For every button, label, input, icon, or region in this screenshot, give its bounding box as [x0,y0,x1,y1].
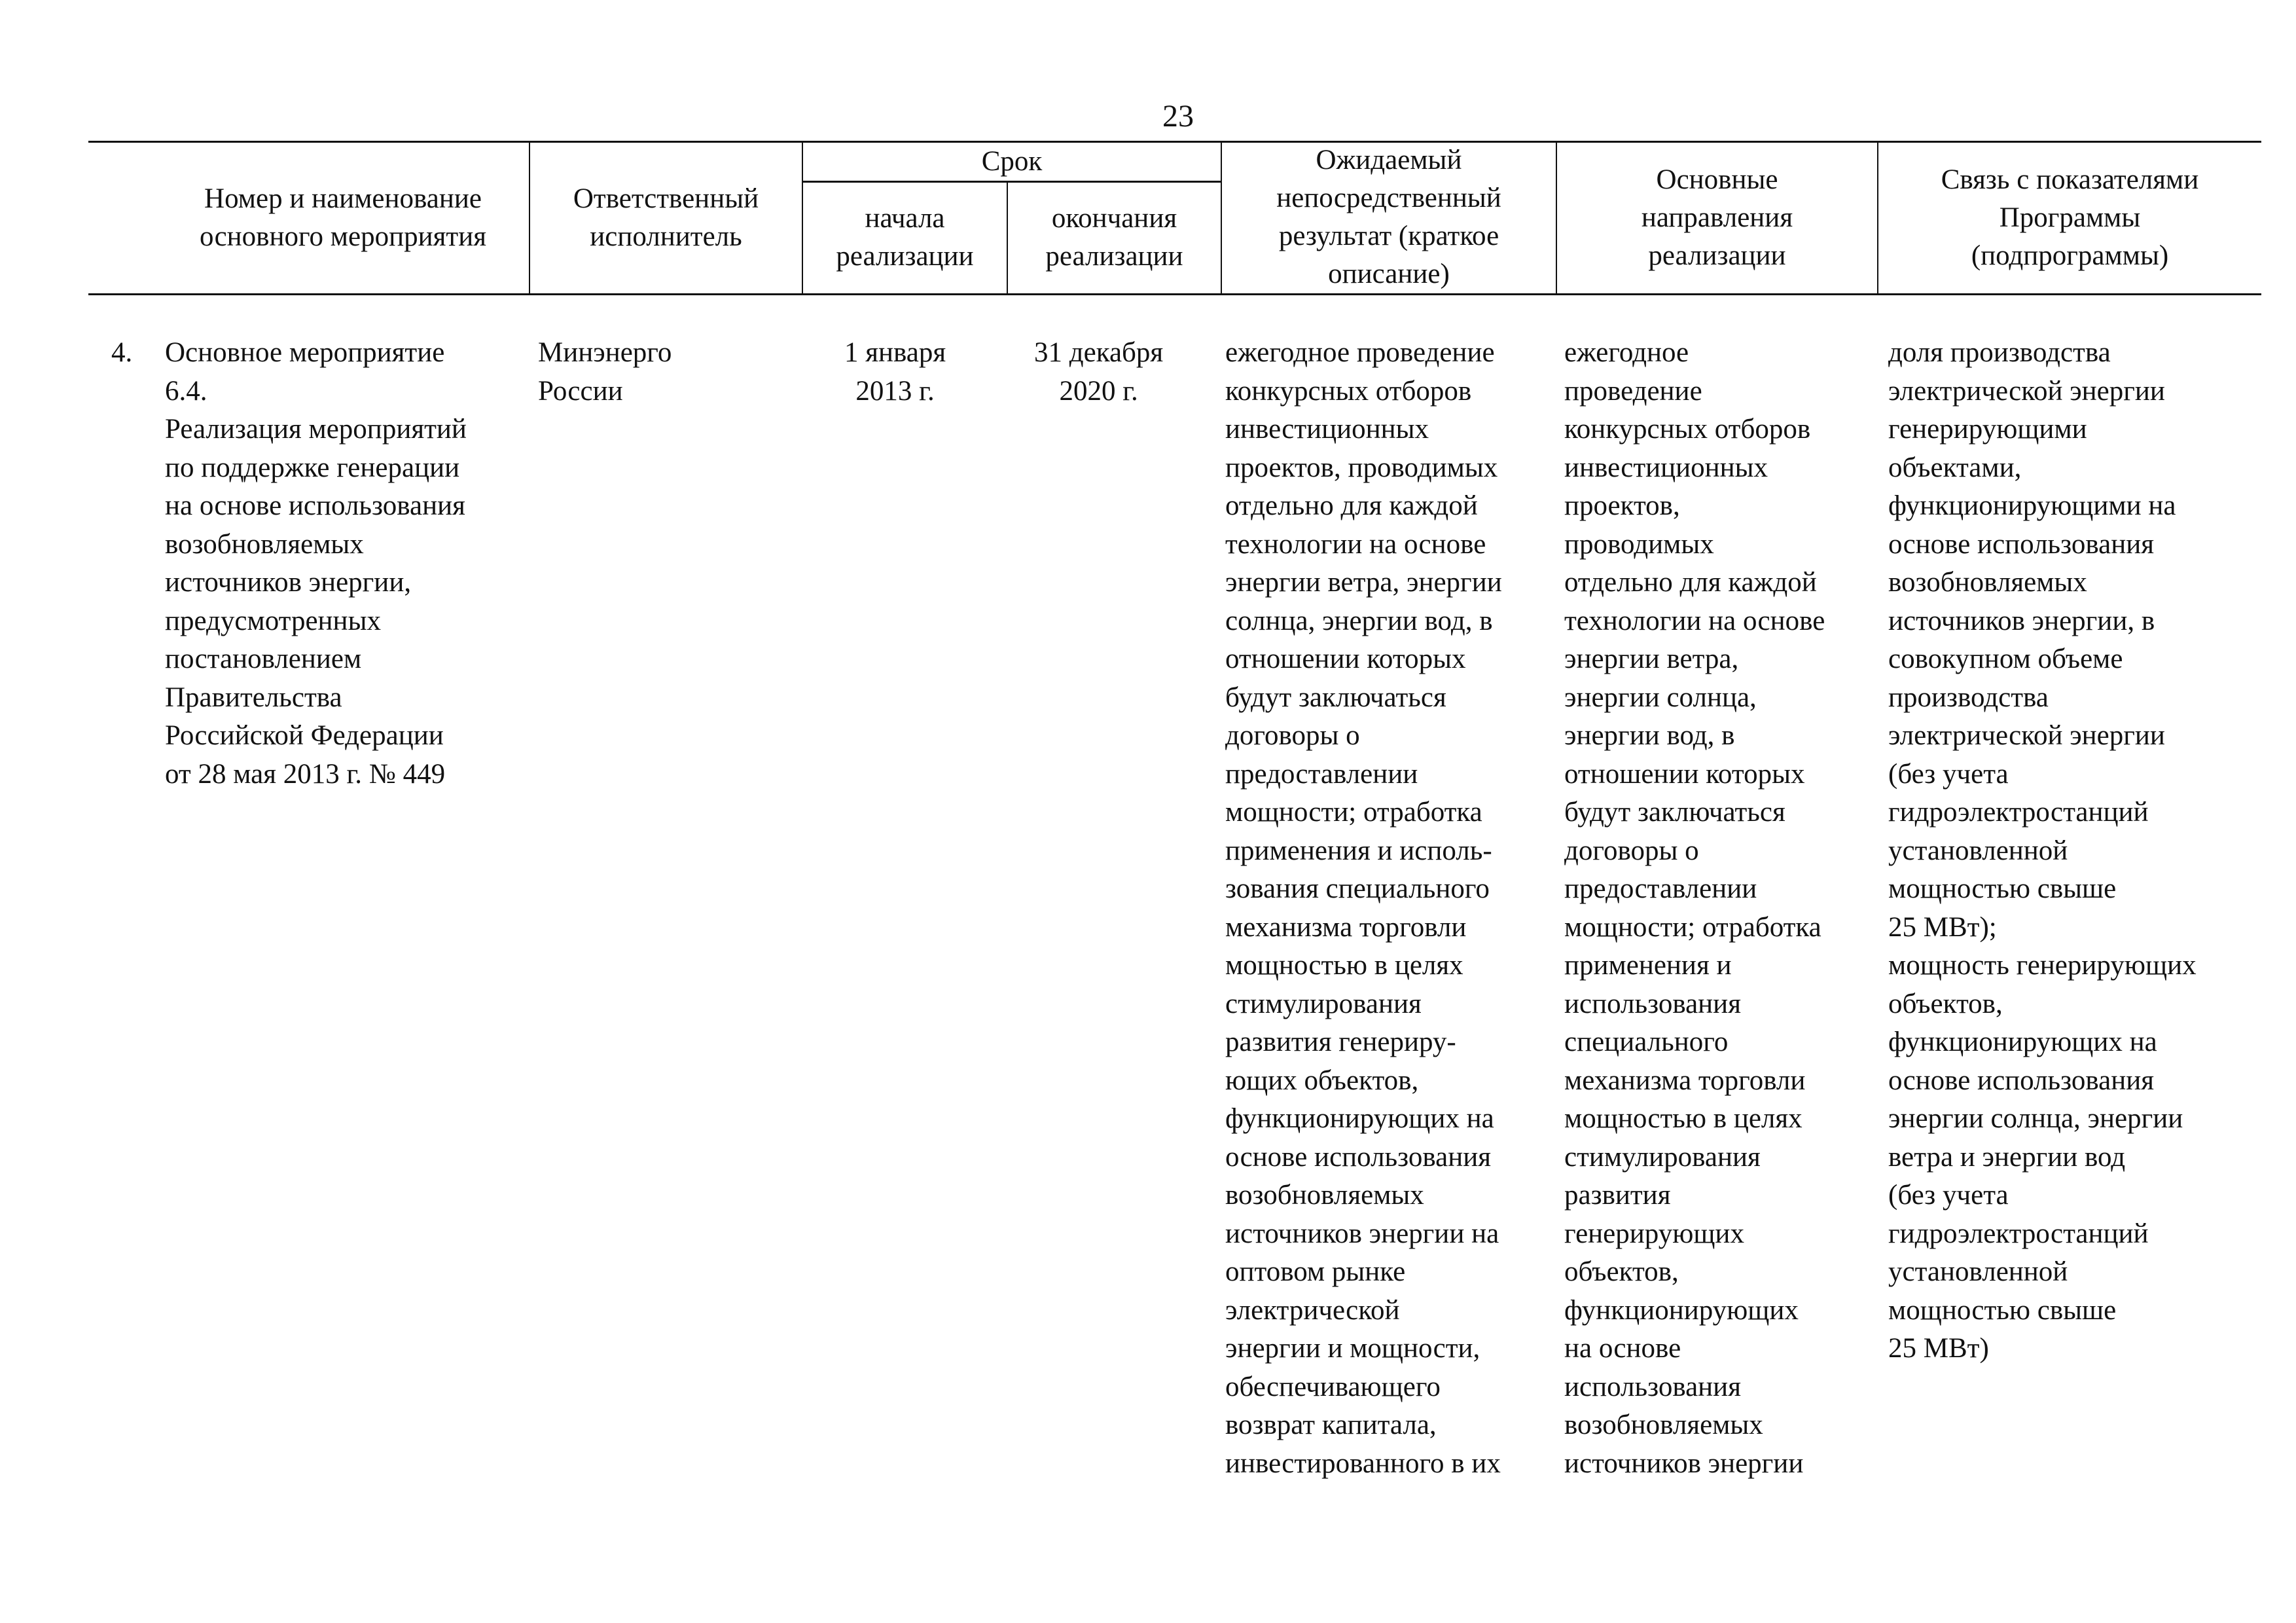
header-term-group: Срок [981,146,1043,177]
header-expected-result: Ожидаемый непосредственный результат (краткое описание) [1276,145,1501,289]
header-responsible: Ответственный исполнитель [573,183,759,252]
header-indicators: Связь с показателями Программы (подпрограммы) [1941,164,2199,271]
row-number: 4. [111,337,133,368]
page-number: 23 [1162,99,1194,134]
header-start: начала реализации [836,202,974,272]
header-directions: Основные направления реализации [1641,164,1793,271]
row-indicators: доля производства электрической энергии генерирующими объектами, функционирующими на основе использования возобновляемых источников энергии, в совокупном объеме производства электрической энергии (без учета гидроэлектростанций установленной мощностью свыше 25 МВт); мощность генерирующих объектов, функционирующих на основе использования энергии солнца, энергии ветра и энергии вод (без учета гидроэлектростанций установленной мощностью свыше 25 МВт) [1888,337,2197,1364]
row-start-date: 1 января 2013 г. [844,337,946,407]
row-directions: ежегодное проведение конкурсных отборов инвестиционных проектов, проводимых отдельно для каждой технологии на основе энергии ветра, энергии солнца, энергии вод, в отношении которых будут заключаться договоры о предоставлении мощности; отработка применения и использования специального механизма торговли мощностью в целях стимулирования развития генерирующих объектов, функционирующих на основе использования возобновляемых источников энергии [1564,337,1825,1479]
table-header-bottom-rule [88,293,2261,295]
header-event-name: Номер и наименование основного мероприятия [200,183,486,252]
row-event-name: Основное мероприятие 6.4. Реализация мероприятий по поддержке генерации на основе использования возобновляемых источников энергии, предусмотренных постановлением Правительства Российской Федерации от 28 мая 2013 г. № 449 [165,337,467,790]
header-end: окончания реализации [1045,202,1183,272]
term-subheader-rule [802,181,1221,183]
row-end-date: 31 декабря 2020 г. [1034,337,1164,407]
row-expected-result: ежегодное проведение конкурсных отборов инвестиционных проектов, проводимых отдельно для каждой технологии на основе энергии ветра, энергии солнца, энергии вод, в отношении которых будут заключаться договоры о предоставлении мощности; отработка применения и исполь- зования специального механизма торговли мощностью в целях стимулирования развития генериру- ющих объектов, функционирующих на основе использования возобновляемых источников энергии на оптовом рынке электрической энергии и мощности, обеспечивающего возврат капитала, инвестированного в их [1225,337,1502,1479]
row-responsible: Минэнерго России [538,337,672,407]
